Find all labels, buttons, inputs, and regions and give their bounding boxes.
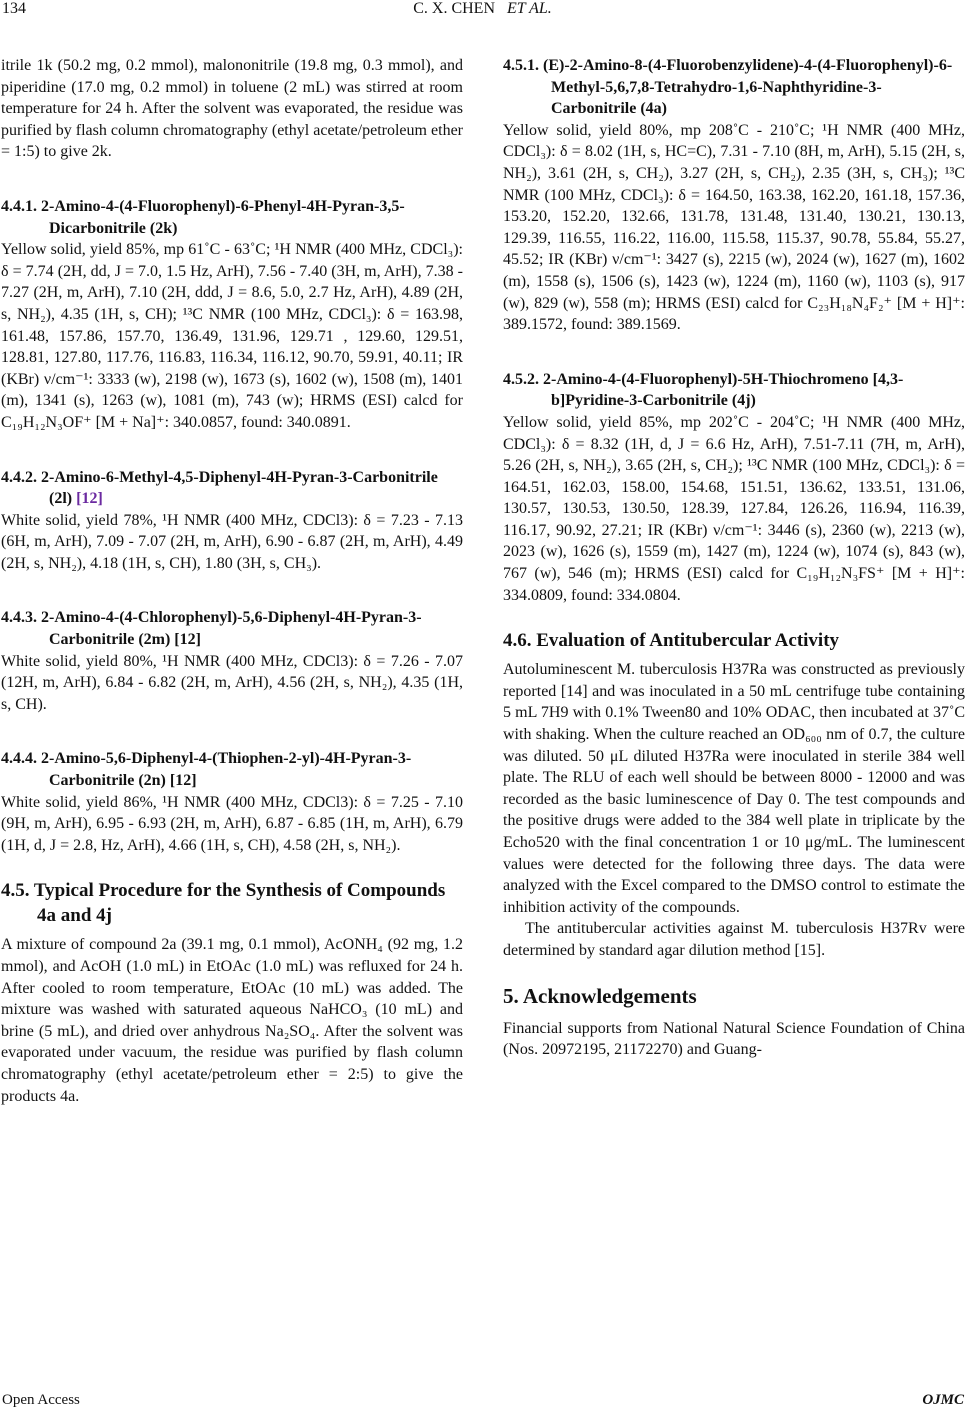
paragraph-4-4-2: White solid, yield 78%, ¹H NMR (400 MHz, CDCl3): δ = 7.23 - 7.13 (6H, m, ArH), 7.09 - 7.07 (2H, m, ArH), 6.90 - 6.87 (2H, m, ArH), 4.49 (2H, s, NH₂), 4.18 (1H, s, CH), 1.80 (3H, s, CH₃).	[1, 511, 463, 572]
left-column	[1, 55, 463, 1107]
heading-4-4-2-text: 4.4.2. 2-Amino-6-Methyl-4,5-Diphenyl-4H-Pyran-3-Carbonitrile (2l)	[1, 468, 438, 508]
citation-link-12[interactable]: [12]	[76, 490, 103, 508]
right-column	[503, 55, 965, 1061]
page-number: 134	[2, 0, 26, 17]
heading-4-4-3: 4.4.3. 2-Amino-4-(4-Chlorophenyl)-5,6-Diphenyl-4H-Pyran-3-Carbonitrile (2m) [12]	[1, 609, 422, 649]
heading-4-4-1: 4.4.1. 2-Amino-4-(4-Fluorophenyl)-6-Phenyl-4H-Pyran-3,5-Dicarbonitrile (2k)	[1, 197, 405, 237]
author-names: C. X. CHEN	[413, 0, 495, 17]
paragraph-4-4-1: Yellow solid, yield 85%, mp 61˚C - 63˚C; ¹H NMR (400 MHz, CDCl₃): δ = 7.74 (2H, dd, J = 7.0, 1.5 Hz, ArH), 7.56 - 7.40 (3H, m, ArH), 7.38 - 7.27 (2H, m, ArH), 7.10 (2H, ddd, J = 8.6, 5.0, 2.7 Hz, ArH), 4.89 (2H, s, NH₂), 4.35 (1H, s, CH); ¹³C NMR (100 MHz, CDCl₃): δ = 163.98, 161.48, 157.86, 157.70, 136.49, 131.96, 129.71 , 129.60, 129.51, 128.81, 127.80, 117.76, 116.83, 116.34, 116.12, 90.70, 59.91, 40.11; IR (KBr) ν/cm⁻¹: 3333 (w), 2198 (w), 1673 (s), 1602 (w), 1508 (m), 1401 (m), 1341 (s), 1263 (w), 1081 (m), 743 (w); HRMS (ESI) calcd for C₁₉H₁₂N₃OF⁺ [M + Na]⁺: 340.0857, found: 340.0891.	[1, 241, 463, 431]
heading-4-4-4: 4.4.4. 2-Amino-5,6-Diphenyl-4-(Thiophen-2-yl)-4H-Pyran-3-Carbonitrile (2n) [12]	[1, 750, 412, 790]
paragraph-5: Financial supports from National Natural Science Foundation of China (Nos. 20972195, 21172270) and Guang-	[503, 1019, 965, 1059]
footer-open-access: Open Access	[2, 1392, 80, 1408]
paragraph-4-4-4: White solid, yield 86%, ¹H NMR (400 MHz, CDCl3): δ = 7.25 - 7.10 (9H, m, ArH), 6.95 - 6.93 (2H, m, ArH), 6.87 - 6.85 (1H, m, ArH), 6.79 (1H, d, J = 2.8, Hz, ArH), 4.66 (1H, s, CH), 4.58 (2H, s, NH₂).	[1, 793, 463, 854]
paragraph-2k-procedure: itrile 1k (50.2 mg, 0.2 mmol), malononitrile (19.8 mg, 0.3 mmol), and piperidine (17.0 mg, 0.2 mmol) in toluene (2 mL) was stirred at room temperature for 24 h. After the solvent was evaporated, the residue was purified by flash column chromatography (ethyl acetate/petroleum ether = 1:5) to give 2k.	[1, 57, 463, 161]
paragraph-4-4-3: White solid, yield 80%, ¹H NMR (400 MHz, CDCl3): δ = 7.26 - 7.07 (12H, m, ArH), 6.84 - 6.82 (2H, m, ArH), 4.56 (2H, s, NH₂), 4.35 (1H, s, CH).	[1, 652, 463, 713]
heading-4-5-1: 4.5.1. (E)-2-Amino-8-(4-Fluorobenzylidene)-4-(4-Fluorophenyl)-6-Methyl-5,6,7,8-Tetrahydro-1,6-Naphthyridine-3-Carbonitrile (4a)	[503, 57, 953, 118]
heading-5-acknowledgements: 5. Acknowledgements	[503, 983, 697, 1008]
footer-journal-abbrev: OJMC	[922, 1392, 964, 1408]
running-title	[0, 0, 965, 18]
paragraph-4-6-b: The antitubercular activities against M. tuberculosis H37Rv were determined by standard agar dilution method [15].	[503, 920, 965, 959]
paragraph-4-5-1: Yellow solid, yield 80%, mp 208˚C - 210˚C; ¹H NMR (400 MHz, CDCl₃): δ = 8.02 (1H, s, HC=C), 7.31 - 7.10 (8H, m, ArH), 5.15 (2H, s, NH₂), 3.61 (2H, s, CH₂), 3.27 (2H, s, CH₂), 2.35 (3H, s, CH₃); ¹³C NMR (100 MHz, CDCl₃): δ = 164.50, 163.38, 162.20, 161.18, 157.36, 153.20, 152.20, 132.66, 131.78, 131.48, 131.40, 130.21, 130.13, 129.39, 116.55, 116.22, 116.00, 115.58, 115.37, 90.78, 55.84, 55.27, 45.52; IR (KBr) ν/cm⁻¹: 3427 (s), 2215 (w), 2024 (w), 1627 (m), 1602 (m), 1558 (s), 1506 (s), 1423 (w), 1224 (m), 1160 (w), 1103 (s), 917 (w), 829 (w), 558 (m); HRMS (ESI) calcd for C₂₃H₁₈N₄F₂⁺ [M + H]⁺: 389.1572, found: 389.1569.	[503, 121, 965, 334]
paragraph-4-5: A mixture of compound 2a (39.1 mg, 0.1 mmol), AcONH₄ (92 mg, 1.2 mmol), and AcOH (1.0 mL) in EtOAc (1.0 mL) was refluxed for 24 h. After cooled to room temperature, EtOAc (10 mL) was added. The mixture was washed with saturated aqueous NaHCO₃ (10 mL) and brine (5 mL), and dried over anhydrous Na₂SO₄. After the solvent was evaporated under vacuum, the residue was purified by flash column chromatography (ethyl acetate/petroleum ether = 2:5) to give the products 4a.	[1, 936, 463, 1105]
heading-4-5-2: 4.5.2. 2-Amino-4-(4-Fluorophenyl)-5H-Thiochromeno [4,3-b]Pyridine-3-Carbonitrile (4j)	[503, 370, 904, 410]
paragraph-4-6-a: Autoluminescent M. tuberculosis H37Ra was constructed as previously reported [14] and was inoculated in a 50 mL centrifuge tube containing 5 mL 7H9 with 0.1% Tween80 and 10% ODAC, then incubated at 37˚C with shaking. When the culture reached an OD₆₀₀ nm of 0.7, the culture was diluted. 50 μL diluted H37Ra were inoculated in sterile 384 well plate. The RLU of each well should be between 8000 - 12000 and was recorded as the basic luminescence of Day 0. The test compounds and the positive drugs were added to the 384 well plate in triplicate by the Echo520 with the final concentration 1 or 10 μg/mL. The luminescent values were detected for the following three days. The data were analyzed with the Excel compared to the DMSO control to estimate the inhibition activity of the compounds.	[503, 661, 965, 916]
heading-4-5: 4.5. Typical Procedure for the Synthesis of Compounds 4a and 4j	[1, 880, 446, 927]
paragraph-4-5-2: Yellow solid, yield 85%, mp 202˚C - 204˚C; ¹H NMR (400 MHz, CDCl₃): δ = 8.32 (1H, d, J = 6.6 Hz, ArH), 7.51-7.11 (7H, m, ArH), 5.26 (2H, s, NH₂), 3.65 (2H, s, CH₂); ¹³C NMR (100 MHz, CDCl₃): δ = 164.51, 162.03, 158.00, 154.68, 151.51, 136.62, 133.51, 131.06, 130.57, 130.53, 130.50, 128.39, 127.84, 126.26, 116.94, 116.39, 116.17, 90.92, 27.21; IR (KBr) ν/cm⁻¹: 3446 (s), 2360 (w), 2213 (w), 2023 (w), 1626 (s), 1559 (m), 1427 (m), 1224 (w), 1074 (s), 843 (w), 767 (w), 546 (m); HRMS (ESI) calcd for C₁₉H₁₂N₃FS⁺ [M + H]⁺: 334.0809, found: 334.0804.	[503, 413, 965, 604]
heading-4-6: 4.6. Evaluation of Antitubercular Activity	[503, 630, 840, 652]
running-header	[0, 0, 965, 30]
et-al: ET AL.	[507, 0, 552, 17]
heading-4-4-2	[1, 467, 463, 510]
